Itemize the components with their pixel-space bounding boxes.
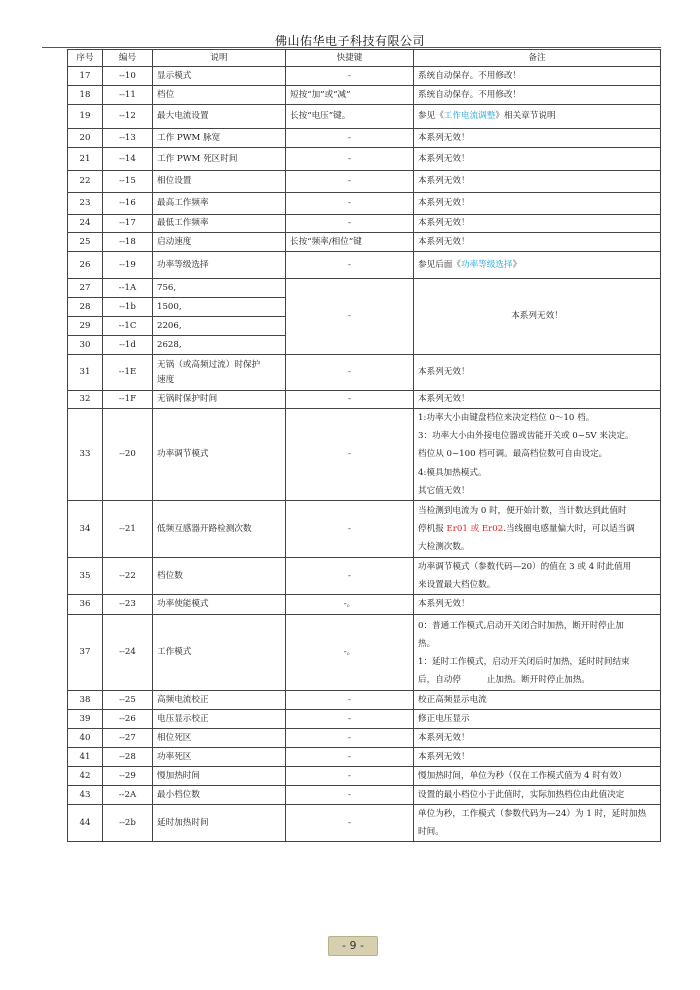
row-remark: 修正电压显示 [414, 710, 661, 729]
row-remark: 本系列无效！ [414, 193, 661, 215]
row-no: 36 [68, 595, 103, 615]
remark-prefix: 参见《 [418, 111, 444, 122]
row-desc: 档位 [153, 86, 286, 105]
row-no: 32 [68, 391, 103, 409]
row-code: --1C [103, 317, 153, 336]
row-no: 22 [68, 171, 103, 193]
row-remark: 本系列无效！ [414, 355, 661, 391]
row-no: 35 [68, 558, 103, 595]
row-no: 39 [68, 710, 103, 729]
row-shortcut: - [286, 252, 414, 279]
table-row [68, 215, 661, 233]
row-desc: 功率死区 [153, 748, 286, 767]
row-remark: 本系列无效！ [414, 129, 661, 148]
row-code: --2A [103, 786, 153, 805]
row-shortcut: - [286, 193, 414, 215]
desc-line: 无锅（或高频过流）时保护 [157, 359, 261, 370]
row-code: --14 [103, 148, 153, 171]
row-code: --2b [103, 805, 153, 842]
row-shortcut: 短按“加”或“减” [286, 86, 414, 105]
row-no: 18 [68, 86, 103, 105]
remark-line: 1：延时工作模式，启动开关闭后时加热，延时时间结束 [418, 656, 630, 667]
row-shortcut: - [286, 129, 414, 148]
col-header-code: 编号 [103, 50, 153, 67]
row-shortcut: - [286, 786, 414, 805]
remark-suffix: 》 [512, 259, 522, 270]
row-remark: 慢加热时间，单位为秒（仅在工作模式值为 4 时有效） [414, 767, 661, 786]
row-remark: 本系列无效！ [414, 171, 661, 193]
row-no: 21 [68, 148, 103, 171]
row-code: --29 [103, 767, 153, 786]
table-row [68, 409, 661, 501]
row-shortcut: - [286, 391, 414, 409]
row-shortcut: - [286, 558, 414, 595]
row-desc: 相位死区 [153, 729, 286, 748]
row-no: 17 [68, 67, 103, 86]
row-code: --25 [103, 691, 153, 710]
table-row [68, 729, 661, 748]
row-shortcut: - [286, 355, 414, 391]
remark-prefix: 参见后面《 [418, 259, 461, 270]
row-shortcut: - [286, 767, 414, 786]
row-desc: 档位数 [153, 558, 286, 595]
row-shortcut: -。 [286, 595, 414, 615]
row-no: 19 [68, 105, 103, 129]
row-code: --22 [103, 558, 153, 595]
row-shortcut: - [286, 67, 414, 86]
row-desc: 756, [153, 279, 286, 298]
table-row [68, 279, 661, 298]
col-header-remark: 备注 [414, 50, 661, 67]
row-shortcut: - [286, 691, 414, 710]
remark-line: 热。 [418, 638, 436, 649]
remark-line: 0：普通工作模式,启动开关闭合时加热，断开时停止加 [418, 620, 624, 631]
row-code: --1F [103, 391, 153, 409]
row-no: 31 [68, 355, 103, 391]
remark-line: 单位为秒，工作模式（参数代码为—24）为 1 时，延时加热 [418, 809, 647, 820]
row-desc: 低频互感器开路检测次数 [153, 501, 286, 558]
remark-text: 停机报 [418, 523, 447, 534]
row-shortcut: - [286, 215, 414, 233]
row-no: 42 [68, 767, 103, 786]
col-header-desc: 说明 [153, 50, 286, 67]
error-code: Er01 或 Er02 [446, 523, 504, 534]
row-shortcut: - [286, 409, 414, 501]
table-row [68, 710, 661, 729]
row-code: --10 [103, 67, 153, 86]
row-code: --23 [103, 595, 153, 615]
row-desc: 最低工作频率 [153, 215, 286, 233]
row-shortcut: - [286, 171, 414, 193]
row-no: 24 [68, 215, 103, 233]
row-desc: 功率调节模式 [153, 409, 286, 501]
row-code: --12 [103, 105, 153, 129]
table-row [68, 558, 661, 595]
row-remark [414, 409, 661, 501]
row-code: --20 [103, 409, 153, 501]
row-shortcut: 长按“电压”键。 [286, 105, 414, 129]
row-desc: 最高工作频率 [153, 193, 286, 215]
row-no: 34 [68, 501, 103, 558]
merged-shortcut: - [286, 279, 414, 355]
row-shortcut: - [286, 729, 414, 748]
remark-line: 档位从 0~100 档可调。最高档位数可自由设定。 [418, 449, 608, 460]
remark-line: 4:模具加热模式。 [418, 467, 487, 478]
table-header-row [68, 50, 661, 67]
row-no: 28 [68, 298, 103, 317]
table-row [68, 233, 661, 252]
row-code: --15 [103, 171, 153, 193]
row-shortcut: - [286, 748, 414, 767]
row-desc: 启动速度 [153, 233, 286, 252]
row-desc: 1500, [153, 298, 286, 317]
row-remark: 设置的最小档位小于此值时，实际加热档位由此值决定 [414, 786, 661, 805]
row-code: --28 [103, 748, 153, 767]
table-row [68, 767, 661, 786]
table-row [68, 129, 661, 148]
row-code: --1b [103, 298, 153, 317]
row-desc [153, 355, 286, 391]
header-company-name: 佛山佑华电子科技有限公司 [274, 34, 425, 48]
row-code: --1E [103, 355, 153, 391]
row-shortcut: - [286, 148, 414, 171]
remark-line: 后，自动停 止加热。断开时停止加热。 [418, 674, 590, 685]
row-no: 30 [68, 336, 103, 355]
row-shortcut: - [286, 501, 414, 558]
row-desc: 慢加热时间 [153, 767, 286, 786]
row-remark: 本系列无效！ [414, 215, 661, 233]
row-desc: 2628, [153, 336, 286, 355]
row-desc: 相位设置 [153, 171, 286, 193]
row-remark: 系统自动保存。不用修改！ [414, 86, 661, 105]
row-no: 37 [68, 615, 103, 691]
row-code: --1A [103, 279, 153, 298]
row-no: 40 [68, 729, 103, 748]
remark-suffix: 》相关章节说明 [495, 111, 556, 122]
row-desc: 功率使能模式 [153, 595, 286, 615]
row-remark: 本系列无效！ [414, 595, 661, 615]
table-row [68, 501, 661, 558]
table-row [68, 805, 661, 842]
row-code: --16 [103, 193, 153, 215]
row-no: 33 [68, 409, 103, 501]
row-shortcut: - [286, 710, 414, 729]
remark-line [418, 520, 656, 538]
table-row [68, 193, 661, 215]
row-code: --26 [103, 710, 153, 729]
row-no: 43 [68, 786, 103, 805]
table-row [68, 748, 661, 767]
row-remark [414, 501, 661, 558]
row-code: --19 [103, 252, 153, 279]
row-remark [414, 805, 661, 842]
row-no: 23 [68, 193, 103, 215]
parameter-table [67, 49, 661, 842]
row-remark: 本系列无效！ [414, 233, 661, 252]
row-desc: 高频电流校正 [153, 691, 286, 710]
row-desc: 延时加热时间 [153, 805, 286, 842]
row-code: --17 [103, 215, 153, 233]
row-no: 38 [68, 691, 103, 710]
row-remark: 本系列无效！ [414, 391, 661, 409]
table-row [68, 148, 661, 171]
table-row [68, 105, 661, 129]
table-row [68, 786, 661, 805]
table-row [68, 355, 661, 391]
row-remark [414, 558, 661, 595]
row-desc: 2206, [153, 317, 286, 336]
row-no: 44 [68, 805, 103, 842]
table-row [68, 615, 661, 691]
row-desc: 最小档位数 [153, 786, 286, 805]
desc-line: 速度 [157, 374, 175, 385]
row-desc: 电压显示校正 [153, 710, 286, 729]
remark-line: 当检测到电流为 0 时，便开始计数，当计数达到此值时 [418, 505, 627, 516]
row-desc: 最大电流设置 [153, 105, 286, 129]
row-desc: 工作模式 [153, 615, 286, 691]
table-row [68, 86, 661, 105]
row-no: 27 [68, 279, 103, 298]
row-remark: 本系列无效！ [414, 748, 661, 767]
remark-line: 大检测次数。 [418, 542, 470, 553]
cross-reference-link[interactable]: 工作电流调整 [443, 111, 496, 122]
row-remark: 本系列无效！ [414, 729, 661, 748]
merged-remark: 本系列无效！ [414, 279, 661, 355]
table-row [68, 691, 661, 710]
row-desc: 无锅时保护时间 [153, 391, 286, 409]
table-row [68, 252, 661, 279]
row-code: --27 [103, 729, 153, 748]
row-remark: 系统自动保存。不用修改！ [414, 67, 661, 86]
row-shortcut: - [286, 805, 414, 842]
row-desc: 功率等级选择 [153, 252, 286, 279]
row-desc: 工作 PWM 死区时间 [153, 148, 286, 171]
row-remark [414, 105, 661, 129]
row-remark: 校正高频显示电流 [414, 691, 661, 710]
row-no: 41 [68, 748, 103, 767]
row-no: 26 [68, 252, 103, 279]
row-no: 25 [68, 233, 103, 252]
row-remark [414, 615, 661, 691]
remark-line: 3：功率大小由外接电位器或齿能开关或 0~5V 来决定。 [418, 431, 634, 442]
remark-line: 1:功率大小由键盘档位来决定档位 0～10 档。 [418, 413, 595, 424]
row-no: 20 [68, 129, 103, 148]
col-header-no: 序号 [68, 50, 103, 67]
remark-text: .当线圈电感量偏大时，可以适当调 [503, 523, 635, 534]
row-code: --1d [103, 336, 153, 355]
remark-line: 来设置最大档位数。 [418, 580, 496, 591]
row-code: --11 [103, 86, 153, 105]
row-remark [414, 252, 661, 279]
row-code: --13 [103, 129, 153, 148]
remark-line: 时间。 [418, 827, 444, 838]
remark-line: 其它值无效！ [418, 485, 470, 496]
cross-reference-link[interactable]: 功率等级选择 [460, 259, 513, 270]
row-code: --24 [103, 615, 153, 691]
row-desc: 工作 PWM 脉宽 [153, 129, 286, 148]
row-desc: 显示模式 [153, 67, 286, 86]
row-shortcut: 长按“频率/相位”键 [286, 233, 414, 252]
table-row [68, 67, 661, 86]
row-code: --21 [103, 501, 153, 558]
row-shortcut: -。 [286, 615, 414, 691]
table-row [68, 171, 661, 193]
col-header-shortcut: 快捷键 [286, 50, 414, 67]
page-number: - 9 - [328, 936, 378, 956]
remark-line: 功率调节模式（参数代码—20）的值在 3 或 4 时此值用 [418, 562, 632, 572]
table-row [68, 391, 661, 409]
row-remark: 本系列无效！ [414, 148, 661, 171]
header-rule [42, 47, 661, 48]
table-row [68, 595, 661, 615]
row-no: 29 [68, 317, 103, 336]
row-code: --18 [103, 233, 153, 252]
